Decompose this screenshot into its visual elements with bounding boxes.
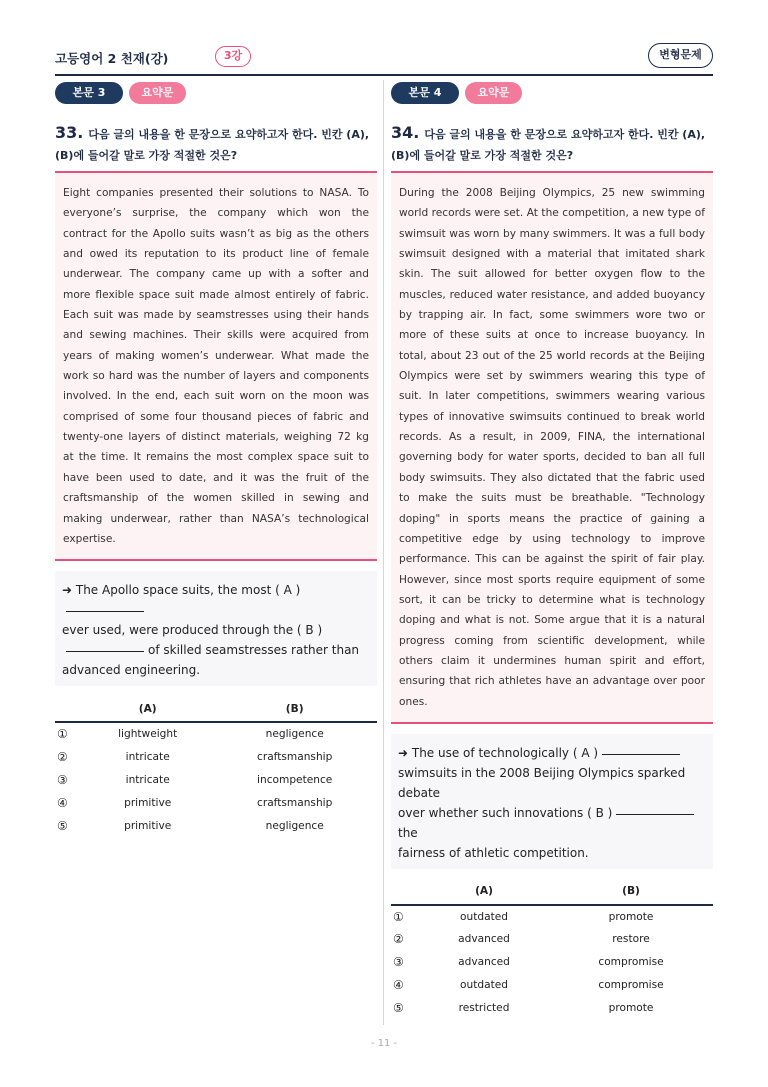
choice-number: ④ bbox=[393, 978, 404, 993]
choice-b: promote bbox=[608, 910, 654, 923]
question-text: 다음 글의 내용을 한 문장으로 요약하고자 한다. 빈칸 (A), (B)에 들어갈 말로 가장 적절한 것은? bbox=[391, 128, 706, 162]
column-header-b: (B) bbox=[212, 696, 377, 722]
lesson-badge: 3강 bbox=[215, 46, 251, 67]
blank-a bbox=[66, 611, 144, 612]
summary-box bbox=[391, 734, 713, 869]
choice-row[interactable] bbox=[55, 745, 377, 768]
summary-line: ➜ The Apollo space suits, the most ( A ) bbox=[62, 583, 301, 598]
choice-a: outdated bbox=[460, 979, 508, 992]
passage-tag: 본문 4 bbox=[391, 82, 459, 104]
choice-b: craftsmanship bbox=[257, 750, 333, 763]
passage-text: During the 2008 Beijing Olympics, 25 new swimming world records were set. At the competition, a new type of swimsuit was worn by many swimmers. It was a full body swimsuit designed with a material that imitated shark skin. The suit allowed for better oxygen flow to the muscles, reduced water resistance, and added buoyancy by trapping air. In fact, some swimmers wore two or more of these suits at once to increase buoyancy. In total, about 23 out of the 25 world records at the Beijing Olympics were set by swimmers wearing this type of suit. In later competitions, swimmers wearing various types of innovative swimsuits continued to break world records. As a result, in 2009, FINA, the international governing body for water sports, decided to ban all full body swimsuits. They also dictated that the fabric used to make the suits must be breathable. "Technology doping" in sports means the practice of gaining a competitive edge by using technology to improve performance. This can be against the spirit of fair play. However, since most sports require equipment of some sort, it can be tricky to determine what is technology doping and what is not. Some argue that it is a natural progress coming from scientific development, while others claim it undermines human spirit and effort, ensuring that rich athletes have an advantage over poor ones. bbox=[391, 173, 713, 724]
choice-row[interactable] bbox=[55, 791, 377, 814]
choice-b: negligence bbox=[265, 728, 324, 741]
choice-b: negligence bbox=[265, 819, 324, 832]
summary-tag: 요약문 bbox=[465, 82, 522, 104]
question-number: 33. bbox=[55, 123, 84, 142]
section-tags bbox=[55, 82, 377, 106]
question-heading bbox=[391, 122, 713, 173]
column-header-a: (A) bbox=[419, 879, 549, 905]
choice-b: incompetence bbox=[257, 773, 333, 786]
choice-a: intricate bbox=[125, 750, 170, 763]
choice-number: ④ bbox=[57, 795, 68, 810]
answer-choices bbox=[391, 879, 713, 1020]
choice-a: intricate bbox=[125, 773, 170, 786]
choice-number: ② bbox=[393, 932, 404, 947]
summary-line: ever used, were produced through the ( B ) bbox=[62, 623, 323, 638]
choice-row[interactable] bbox=[391, 974, 713, 997]
column-divider bbox=[383, 80, 384, 1025]
page-number: - 11 - bbox=[370, 1038, 398, 1049]
choice-a: outdated bbox=[460, 910, 508, 923]
blank-b bbox=[616, 814, 694, 815]
question-text: 다음 글의 내용을 한 문장으로 요약하고자 한다. 빈칸 (A), (B)에 들어갈 말로 가장 적절한 것은? bbox=[55, 128, 370, 162]
choice-number: ② bbox=[57, 749, 68, 764]
summary-line: the bbox=[398, 825, 418, 840]
choice-row[interactable] bbox=[55, 814, 377, 837]
column-header-a: (A) bbox=[83, 696, 212, 722]
choice-row[interactable] bbox=[55, 722, 377, 745]
choice-number: ⑤ bbox=[57, 818, 68, 833]
choice-a: primitive bbox=[124, 819, 172, 832]
choice-row[interactable] bbox=[391, 951, 713, 974]
summary-line: advanced engineering. bbox=[62, 663, 201, 678]
passage-tag: 본문 3 bbox=[55, 82, 123, 104]
summary-box bbox=[55, 571, 377, 686]
question-33-column bbox=[55, 82, 377, 837]
summary-line: fairness of athletic competition. bbox=[398, 845, 589, 860]
question-34-column bbox=[391, 82, 713, 1020]
blank-b bbox=[66, 651, 144, 652]
choice-a: primitive bbox=[124, 796, 172, 809]
answer-choices bbox=[55, 696, 377, 837]
choice-number: ③ bbox=[57, 772, 68, 787]
choice-a: advanced bbox=[458, 933, 510, 946]
choice-number: ① bbox=[393, 909, 404, 924]
choice-a: advanced bbox=[458, 956, 510, 969]
summary-tag: 요약문 bbox=[129, 82, 186, 104]
type-badge: 변형문제 bbox=[648, 43, 713, 68]
question-heading bbox=[55, 122, 377, 173]
choice-row[interactable] bbox=[55, 768, 377, 791]
choice-number: ⑤ bbox=[393, 1001, 404, 1016]
passage-text: Eight companies presented their solutions to NASA. To everyone’s surprise, the company which won the contract for the Apollo suits wasn’t as big as the others and owed its reputation to its product line of female underwear. The company came up with a softer and more flexible space suit made almost entirely of fabric. Each suit was made by seamstresses using their hands and sewing machines. Their skills were acquired from years of making women’s underwear. What made the work so hard was the number of layers and components involved. In the end, each suit worn on the moon was comprised of some four thousand pieces of fabric and twenty-one layers of distinct materials, weighing 72 kg at the time. It remains the most complex space suit to have been used to date, and it was the fruit of the craftsmanship of the women skilled in sewing and making underwear, rather than NASA’s technological expertise. bbox=[55, 173, 377, 561]
choice-row[interactable] bbox=[391, 997, 713, 1020]
choice-number: ③ bbox=[393, 955, 404, 970]
section-tags bbox=[391, 82, 713, 106]
summary-line: swimsuits in the 2008 Beijing Olympics sparked debate bbox=[398, 765, 686, 800]
page-header bbox=[55, 40, 713, 76]
summary-line: over whether such innovations ( B ) bbox=[398, 805, 613, 820]
choice-b: compromise bbox=[598, 956, 664, 969]
book-title: 고등영어 2 천재(강) bbox=[55, 51, 169, 66]
choice-b: craftsmanship bbox=[257, 796, 333, 809]
choice-a: lightweight bbox=[118, 728, 178, 741]
choice-row[interactable] bbox=[391, 928, 713, 951]
summary-line: ➜ The use of technologically ( A ) bbox=[398, 745, 599, 760]
blank-a bbox=[602, 754, 680, 755]
choice-b: compromise bbox=[598, 979, 664, 992]
summary-line: of skilled seamstresses rather than bbox=[148, 643, 360, 658]
question-number: 34. bbox=[391, 123, 420, 142]
choice-a: restricted bbox=[458, 1002, 510, 1015]
choice-b: promote bbox=[608, 1002, 654, 1015]
choice-b: restore bbox=[612, 933, 650, 946]
choice-row[interactable] bbox=[391, 905, 713, 928]
choice-number: ① bbox=[57, 727, 68, 742]
column-header-b: (B) bbox=[549, 879, 713, 905]
